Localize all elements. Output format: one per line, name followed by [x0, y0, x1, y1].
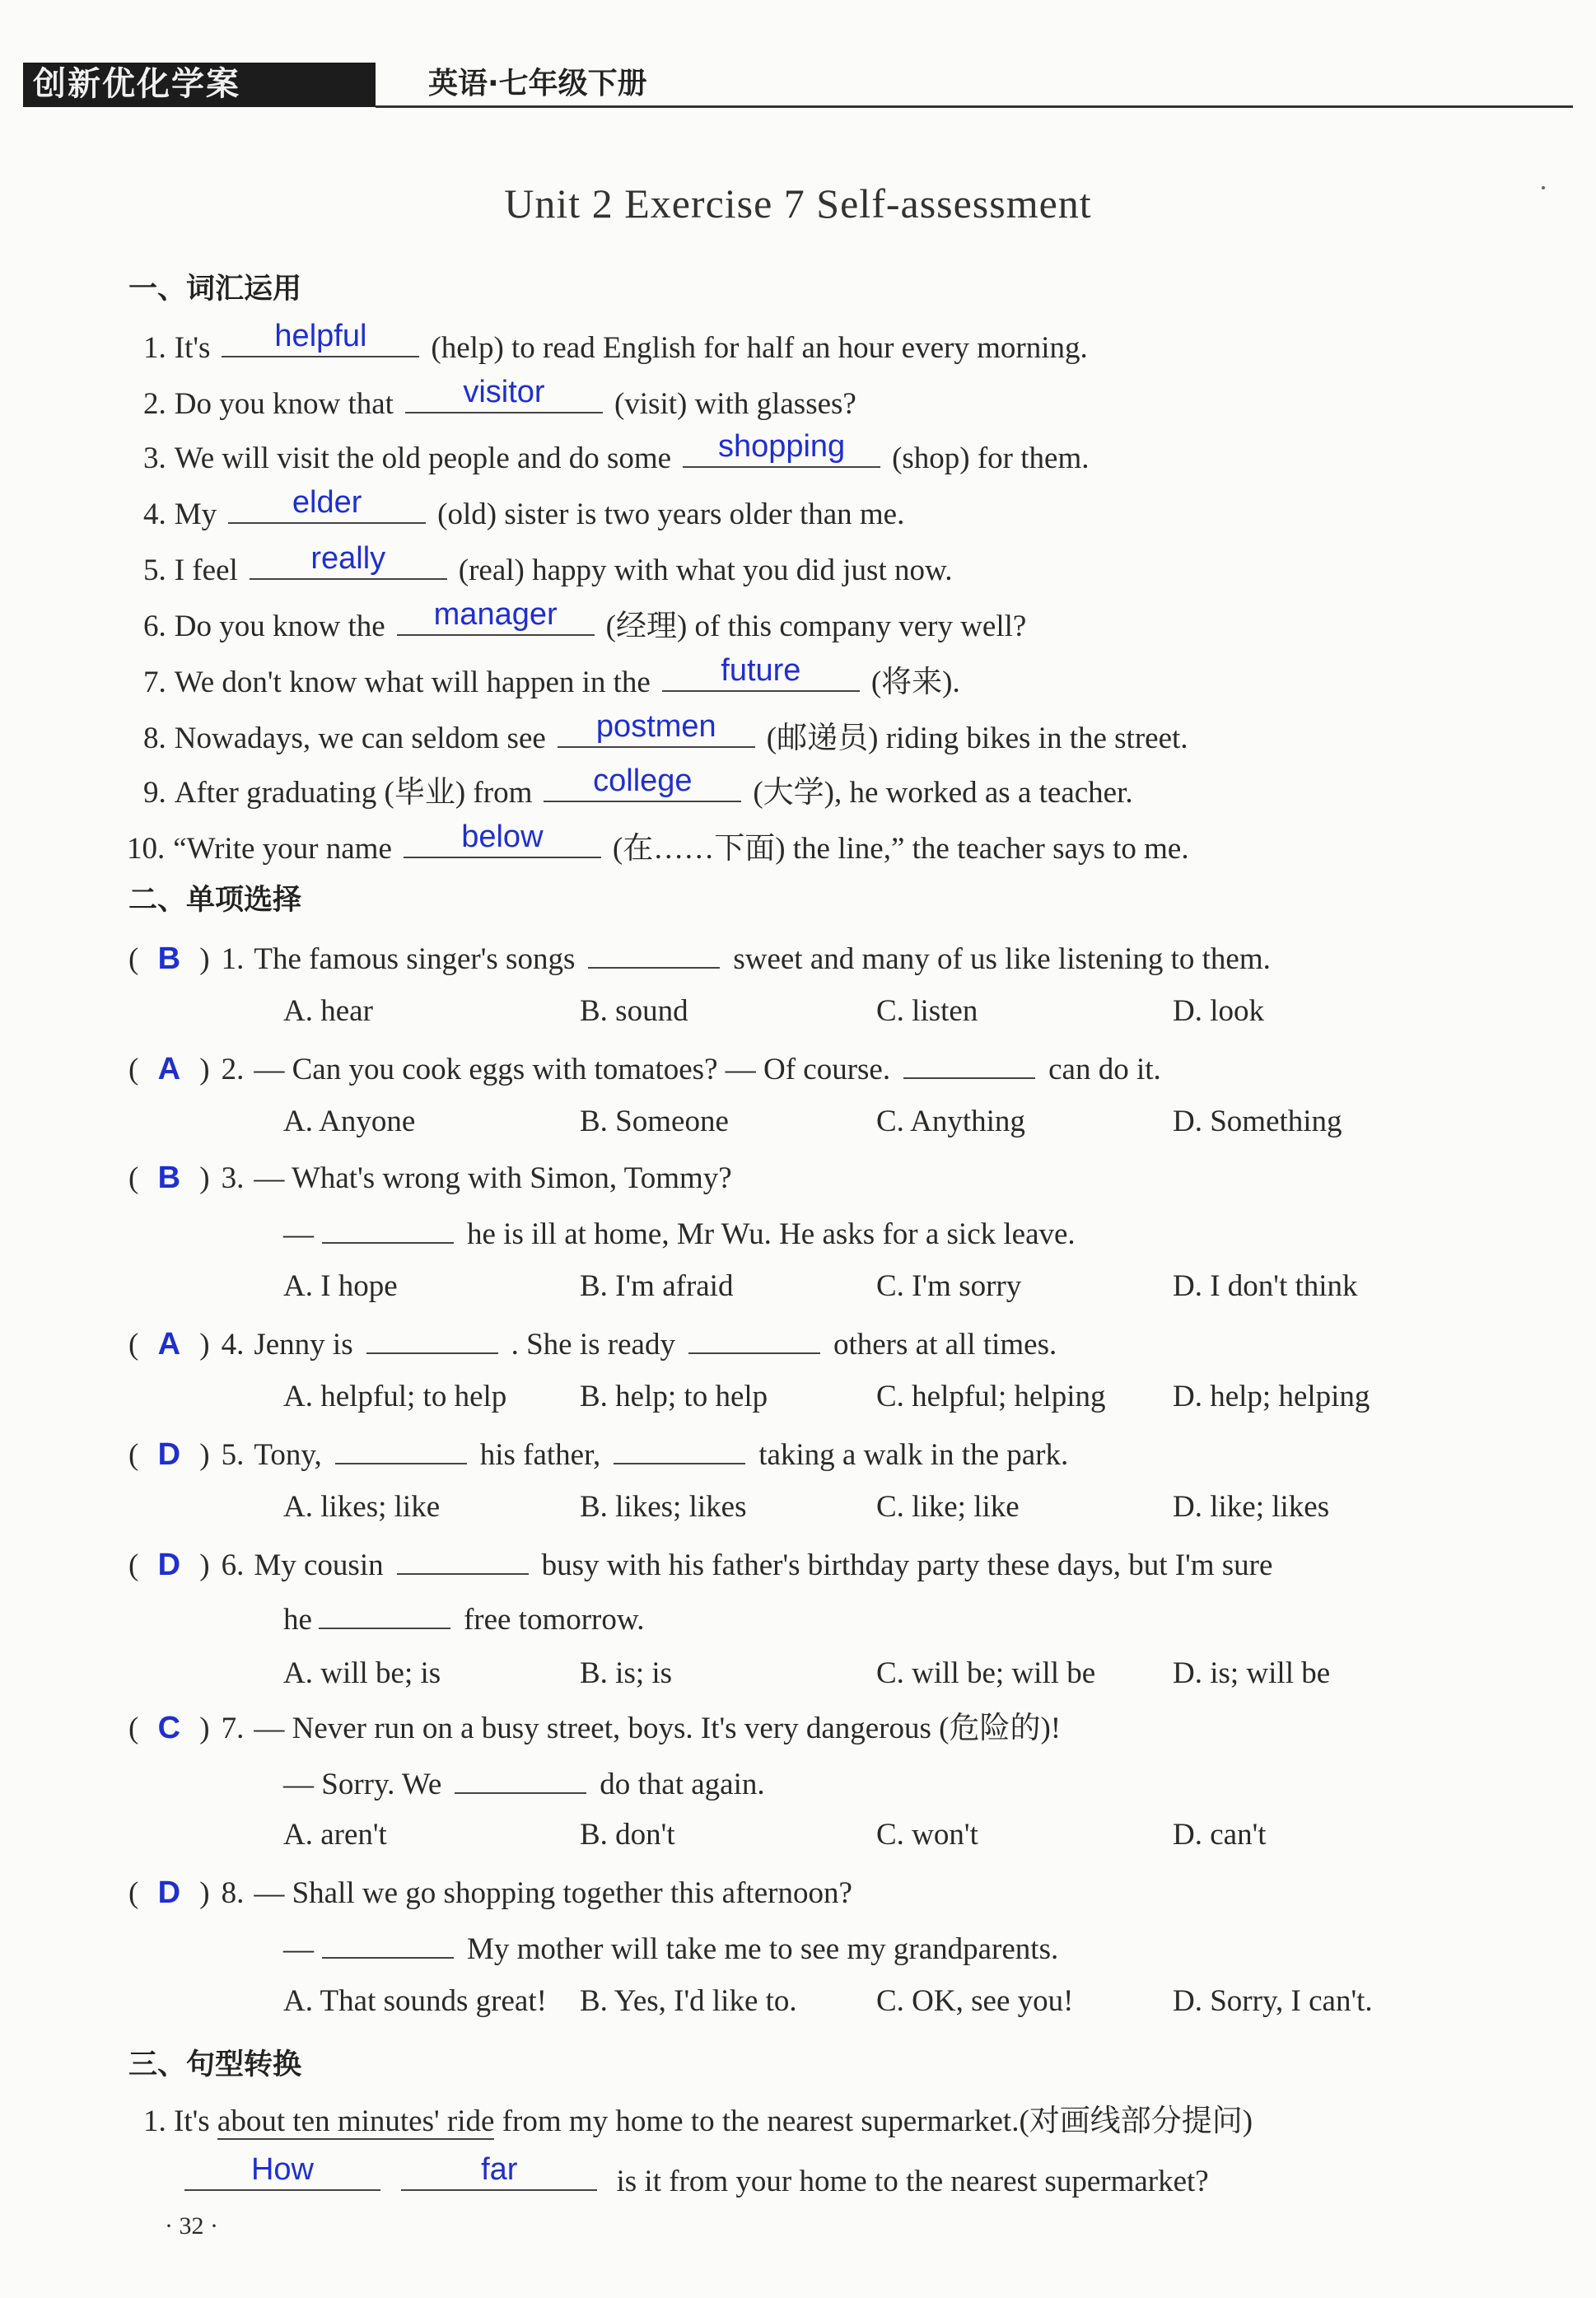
bracket-close: ) — [192, 1438, 210, 1472]
item-prefix: I feel — [174, 553, 238, 587]
dash: — — [283, 1932, 314, 1966]
choice-question — [128, 1540, 1272, 1589]
item-number: 1. — [143, 331, 166, 365]
q-num: 1. — [143, 2104, 166, 2138]
choice-question — [128, 1705, 1061, 1752]
filled-answer: really — [310, 541, 386, 576]
option[interactable]: B. is; is — [580, 1656, 673, 1690]
vocab-item — [143, 710, 1188, 762]
q-post: from my home to the nearest supermarket.(对画线部分提问) — [502, 2104, 1253, 2138]
bracket-open: ( — [128, 1161, 147, 1195]
bracket-open: ( — [128, 942, 147, 976]
option[interactable]: D. help; helping — [1173, 1380, 1370, 1413]
filled-answer: visitor — [463, 375, 545, 409]
option[interactable]: B. sound — [580, 994, 688, 1028]
answer-blank[interactable] — [662, 654, 860, 692]
answer-blank[interactable] — [614, 1430, 745, 1464]
bracket-close: ) — [192, 1876, 210, 1910]
bracket-open: ( — [128, 1328, 147, 1362]
question-line — [283, 1759, 765, 1808]
item-prefix: Nowadays, we can seldom see — [174, 722, 546, 755]
selected-answer: D — [157, 1875, 181, 1910]
q-pre: It's — [174, 2104, 210, 2138]
answer-blank[interactable] — [404, 820, 601, 858]
page-number: · 32 · — [165, 2212, 218, 2240]
answer-blank[interactable] — [319, 1595, 450, 1629]
choice-question — [128, 1044, 1161, 1093]
question-text: he — [283, 1603, 312, 1637]
filled-answer: manager — [433, 597, 558, 632]
question-text: busy with his father's birthday party these days, but I'm sure — [541, 1548, 1273, 1582]
option[interactable]: B. help; to help — [580, 1380, 768, 1413]
answer-blank[interactable] — [335, 1430, 467, 1464]
answer-blank[interactable] — [250, 542, 447, 580]
bracket-close: ) — [192, 1161, 210, 1195]
item-suffix: (visit) with glasses? — [614, 387, 856, 421]
option[interactable]: D. is; will be — [1173, 1656, 1331, 1690]
answer-blank[interactable] — [405, 376, 603, 413]
option[interactable]: A. aren't — [283, 1818, 387, 1852]
vocab-item — [143, 320, 1088, 371]
option[interactable]: B. don't — [580, 1818, 675, 1852]
item-number: 7. — [143, 666, 166, 699]
option[interactable]: C. will be; will be — [876, 1656, 1096, 1690]
item-prefix: We will visit the old people and do some — [174, 441, 672, 475]
question-text: his father, — [479, 1438, 601, 1472]
choice-question — [128, 1430, 1068, 1478]
choice-question — [128, 1155, 732, 1202]
option[interactable]: C. Anything — [876, 1105, 1025, 1138]
answer-blank[interactable]: far — [401, 2153, 597, 2191]
bracket-open: ( — [128, 1053, 147, 1086]
item-prefix: My — [174, 497, 217, 531]
page-title: Unit 2 Exercise 7 Self-assessment — [504, 180, 1092, 227]
vocab-item — [143, 376, 856, 427]
option[interactable]: C. I'm sorry — [876, 1269, 1022, 1303]
selected-answer: D — [157, 1548, 181, 1582]
question-text: — Can you cook eggs with tomatoes? — Of course. — [254, 1053, 891, 1086]
selected-answer: B — [157, 941, 181, 976]
question-text: taking a walk in the park. — [758, 1438, 1069, 1472]
bracket-open: ( — [128, 1548, 147, 1582]
vocab-item — [143, 430, 1089, 482]
answer-blank[interactable] — [322, 1924, 454, 1959]
option[interactable]: A. will be; is — [283, 1656, 441, 1690]
question-number: 5. — [221, 1438, 245, 1472]
option[interactable]: A. hear — [283, 994, 373, 1028]
underlined-phrase: about ten minutes' ride — [217, 2104, 495, 2138]
choice-question — [128, 934, 1271, 983]
question-number: 8. — [221, 1876, 245, 1910]
item-suffix: (经理) of this company very well? — [605, 610, 1027, 643]
question-text: do that again. — [600, 1768, 765, 1801]
item-suffix: (old) sister is two years older than me. — [437, 497, 905, 531]
q-tail: is it from your home to the nearest supermarket? — [616, 2165, 1209, 2198]
transform-q1 — [143, 2099, 1253, 2145]
option[interactable]: A. I hope — [283, 1269, 398, 1303]
bracket-close: ) — [192, 1053, 210, 1086]
answer-blank[interactable]: How — [184, 2153, 380, 2191]
dash: — — [283, 1217, 314, 1251]
option[interactable]: A. Anyone — [283, 1105, 416, 1138]
bracket-open: ( — [128, 1712, 147, 1745]
vocab-item — [143, 486, 904, 538]
question-text: — What's wrong with Simon, Tommy? — [254, 1161, 732, 1195]
option[interactable]: B. Yes, I'd like to. — [580, 1984, 797, 2018]
option[interactable]: D. like; likes — [1173, 1490, 1330, 1524]
selected-answer: A — [157, 1327, 181, 1362]
item-suffix: (real) happy with what you did just now. — [458, 553, 953, 587]
answer-blank[interactable] — [322, 1209, 454, 1244]
item-number: 3. — [143, 441, 166, 475]
choice-question — [128, 1319, 1057, 1368]
section2-heading: 二、单项选择 — [128, 884, 302, 917]
question-text: My cousin — [254, 1548, 384, 1582]
question-number: 3. — [221, 1161, 245, 1195]
section3-heading: 三、句型转换 — [128, 2048, 302, 2081]
option[interactable]: D. look — [1173, 994, 1264, 1028]
question-line — [283, 1209, 1076, 1258]
option[interactable]: D. Sorry, I can't. — [1173, 1984, 1373, 2018]
item-number: 5. — [143, 553, 166, 587]
bracket-close: ) — [192, 1712, 210, 1745]
answer-blank[interactable] — [558, 710, 755, 748]
vocab-item — [127, 820, 1189, 872]
option[interactable]: D. Something — [1173, 1105, 1342, 1138]
question-number: 6. — [221, 1548, 245, 1582]
option[interactable]: C. OK, see you! — [876, 1984, 1074, 2018]
item-suffix: (将来). — [870, 666, 960, 699]
brand-logo: 创新优化学案 — [33, 65, 240, 103]
question-text: The famous singer's songs — [254, 942, 576, 976]
bracket-open: ( — [128, 1876, 147, 1910]
answer-blank[interactable] — [688, 1319, 820, 1354]
answer-blank[interactable] — [366, 1319, 498, 1354]
question-text: My mother will take me to see my grandparents. — [467, 1932, 1059, 1966]
header-rule — [376, 105, 1573, 108]
vocab-item — [143, 598, 1026, 650]
filled-answer: postmen — [595, 709, 716, 744]
vocab-item — [143, 764, 1133, 816]
question-number: 4. — [221, 1328, 245, 1362]
item-prefix: Do you know the — [174, 610, 385, 643]
answer-blank[interactable] — [903, 1044, 1035, 1079]
item-prefix: After graduating (毕业) from — [174, 776, 533, 810]
question-number: 1. — [221, 942, 245, 976]
answer-blank[interactable] — [222, 320, 419, 357]
item-number: 2. — [143, 387, 166, 421]
answer-blank[interactable] — [544, 764, 741, 802]
filled-answer: shopping — [717, 429, 846, 464]
question-text: Tony, — [254, 1438, 322, 1472]
option[interactable]: A. That sounds great! — [283, 1984, 547, 2018]
option[interactable]: B. Someone — [580, 1105, 729, 1138]
answer-blank[interactable] — [397, 598, 595, 636]
item-suffix: (大学), he worked as a teacher. — [753, 776, 1133, 810]
subject-label: 英语·七年级下册 — [428, 67, 647, 100]
question-number: 2. — [221, 1053, 245, 1086]
option[interactable]: B. I'm afraid — [580, 1269, 734, 1303]
selected-answer: C — [157, 1711, 181, 1745]
item-suffix: (help) to read English for half an hour every morning. — [431, 331, 1088, 365]
item-suffix: (邮递员) riding bikes in the street. — [766, 722, 1188, 755]
question-text: he is ill at home, Mr Wu. He asks for a sick leave. — [467, 1217, 1076, 1251]
question-text: Jenny is — [254, 1328, 353, 1362]
option[interactable]: D. I don't think — [1173, 1269, 1358, 1303]
question-number: 7. — [221, 1712, 245, 1745]
option[interactable]: B. likes; likes — [580, 1490, 747, 1524]
answer-blank[interactable] — [588, 934, 720, 969]
bracket-close: ) — [192, 1328, 210, 1362]
filled-answer: below — [461, 820, 544, 854]
question-line — [283, 1924, 1058, 1973]
item-suffix: (在……下面) the line,” the teacher says to me. — [612, 832, 1189, 866]
item-number: 6. — [143, 610, 166, 643]
option[interactable]: A. likes; like — [283, 1490, 441, 1524]
section1-heading: 一、词汇运用 — [128, 273, 302, 306]
answer-blank[interactable] — [228, 486, 426, 524]
item-prefix: “Write your name — [173, 832, 392, 866]
question-text: free tomorrow. — [463, 1603, 645, 1637]
question-text: — Never run on a busy street, boys. It's very dangerous (危险的)! — [254, 1712, 1062, 1745]
selected-answer: A — [157, 1052, 181, 1086]
filled-answer: helpful — [274, 319, 367, 353]
answer-blank[interactable] — [455, 1759, 586, 1794]
choice-question — [128, 1870, 852, 1917]
question-text: sweet and many of us like listening to them. — [733, 942, 1271, 976]
filled-answer: future — [721, 653, 801, 688]
answer-blank[interactable] — [683, 430, 880, 468]
bracket-open: ( — [128, 1438, 147, 1472]
transform-q1-answer — [184, 2153, 1209, 2205]
answer-blank[interactable] — [397, 1540, 529, 1575]
item-number: 9. — [143, 776, 166, 810]
question-text: can do it. — [1048, 1053, 1161, 1086]
question-text: — Sorry. We — [283, 1768, 442, 1801]
option[interactable]: C. listen — [876, 994, 978, 1028]
filled-answer: elder — [292, 485, 362, 520]
vocab-item — [143, 654, 960, 706]
item-suffix: (shop) for them. — [892, 441, 1090, 475]
option[interactable]: D. can't — [1173, 1818, 1267, 1852]
option[interactable]: C. won't — [876, 1818, 978, 1852]
option[interactable]: C. like; like — [876, 1490, 1020, 1524]
question-text: others at all times. — [833, 1328, 1057, 1362]
item-prefix: It's — [174, 331, 211, 365]
item-number: 4. — [143, 497, 166, 531]
selected-answer: B — [157, 1161, 181, 1195]
question-text: — Shall we go shopping together this afternoon? — [254, 1876, 852, 1910]
bracket-close: ) — [192, 942, 210, 976]
item-prefix: Do you know that — [174, 387, 394, 421]
vocab-item — [143, 542, 953, 594]
item-number: 10. — [127, 832, 166, 866]
filled-answer: college — [593, 764, 693, 798]
option[interactable]: A. helpful; to help — [283, 1380, 507, 1413]
selected-answer: D — [157, 1437, 181, 1472]
bracket-close: ) — [192, 1548, 210, 1582]
option[interactable]: C. helpful; helping — [876, 1380, 1106, 1413]
question-text: . She is ready — [511, 1328, 675, 1362]
item-prefix: We don't know what will happen in the — [174, 666, 651, 699]
question-line — [283, 1595, 644, 1643]
item-number: 8. — [143, 722, 166, 755]
